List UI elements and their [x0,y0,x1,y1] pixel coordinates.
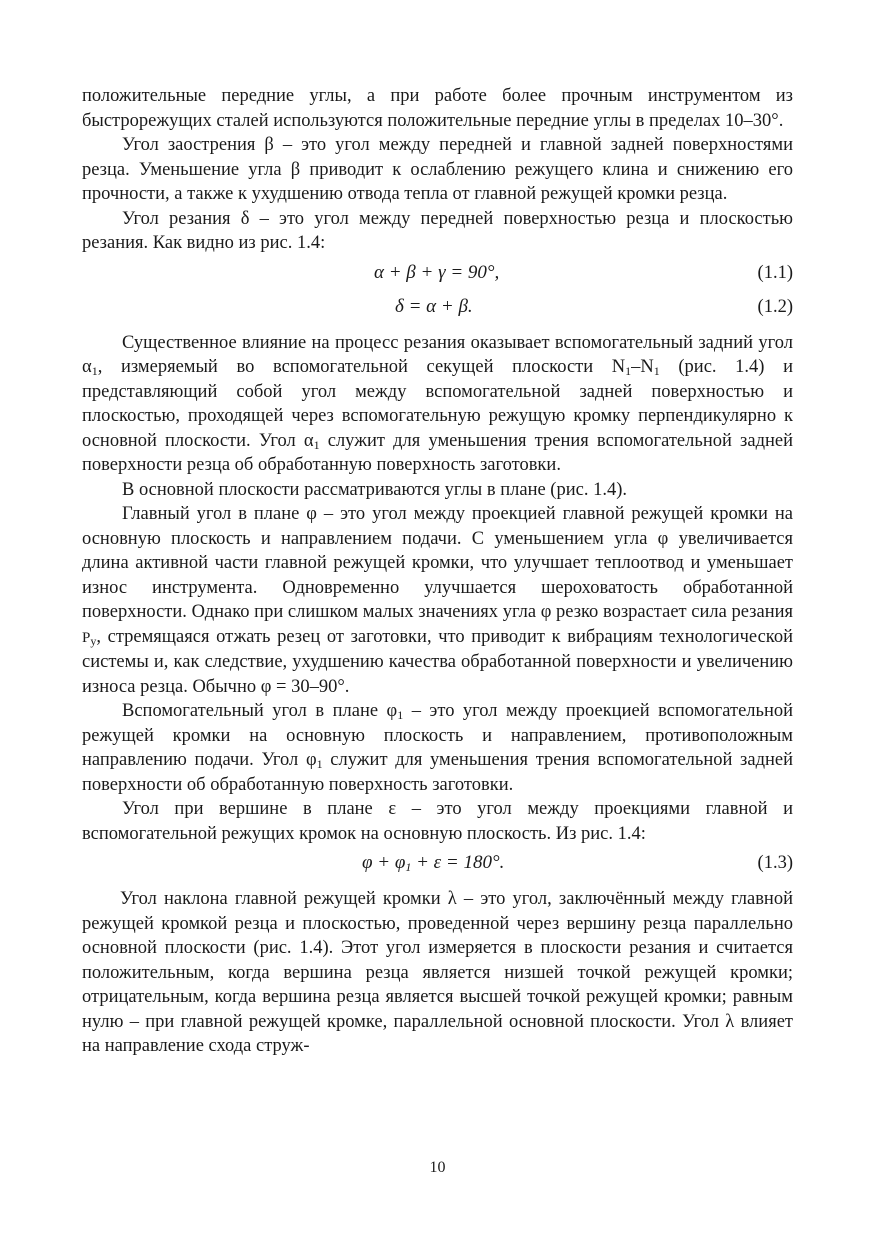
formula-1-3-number: (1.3) [757,853,793,873]
formula-1-2 [82,290,793,324]
subscript: 1 [653,364,660,378]
text-segment: служит для уменьшения трения вспомогательной задней поверхности резца об обработанную поверхность заготовки. [82,430,793,475]
paragraph-nose-angle: Угол при вершине в плане ε – это угол между проекциями главной и вспомогательной режущих кромок на основную плоскость. Из рис. 1.4: [82,799,793,844]
paragraph-plan-angles-intro: В основной плоскости рассматриваются углы в плане (рис. 1.4). [122,479,627,500]
formula-1-3 [82,846,793,880]
text-segment: Главный угол в плане φ – это угол между проекцией главной режущей кромки на основную плоскость и направлением подачи. С уменьшением угла φ увеличивается длина активной части главной режущей кромки, что улучшает теплоотвод и уменьшает износ инструмента. Одновременно улучшается шероховатость обработанной поверхности. Однако при слишком малых значениях угла φ резко возрастает сила резания [82,504,793,622]
paragraph-auxiliary-clearance-angle [82,331,793,478]
formula-1-1-expression: α + β + γ = 90°, [374,261,500,283]
text-segment: служит для уменьшения трения вспомогательной задней поверхности об обработанную поверхность заготовки. [82,750,793,795]
paragraph-wedge-angle: Угол заострения β – это угол между передней и главной задней поверхностями резца. Уменьшение угла β приводит к ослаблению режущего клина и снижению его прочности, а также к ухудшению отвода тепла от главной режущей кромки резца. [82,135,793,204]
text-segment: Вспомогательный угол в плане φ [122,701,398,721]
paragraph-cutting-angle: Угол резания δ – это угол между передней поверхностью резца и плоскостью резания. Как видно из рис. 1.4: [82,208,793,253]
subscript: 1 [625,364,632,378]
formula-1-2-number: (1.2) [757,296,793,317]
page-number: 10 [429,1159,446,1176]
cutting-force-symbol: $P_y$ [82,629,97,648]
text-segment: – это угол между проекцией вспомогательной режущей кромки на основную плоскость и направлением, противоположным направлению подачи. Угол φ [82,701,793,770]
text-segment: , стремящаяся отжать резец от заготовки, что приводит к вибрациям технологической системы и, как следствие, ухудшению качества обработанной поверхности и увеличению износа резца. Обычно φ = 30–90°. [82,626,793,697]
formula-1-1 [82,256,793,290]
subscript: 1 [91,364,98,378]
text-segment: (рис. 1.4) и представляющий собой угол между вспомогательной задней поверхностью и плоскостью, проходящей через вспомогательную режущую кромку перпендикулярно к основной плоскости. Угол α [82,357,793,451]
paragraph-inclination-angle: Угол наклона главной режущей кромки λ – это угол, заключённый между главной режущей кромкой резца и плоскостью, проведенной через вершину резца параллельно основной плоскости (рис. 1.4). Этот угол измеряется в плоскости резания и считается положительным, когда вершина резца является низшей точкой режущей кромки; отрицательным, когда вершина резца является высшей точкой режущей кромки; равным нулю – при главной режущей кромке, параллельной основной плоскости. Угол λ влияет на направление схода струж- [82,889,793,1056]
paragraph-rake-angles-continued: положительные передние углы, а при работе более прочным инструментом из быстрорежущих сталей используются положительные передние углы в пределах 10–30°. [82,86,793,131]
paragraph-auxiliary-plan-angle [82,699,793,797]
body-text [82,84,793,1059]
paragraph-main-plan-angle [82,502,793,699]
text-segment: –N [631,357,654,377]
text-segment: , измеряемый во вспомогательной секущей плоскости N [97,357,626,377]
formula-1-3-expression: $\varphi + \varphi_1 + \varepsilon = 180^\circ$. [362,852,505,874]
formula-1-2-expression: δ = α + β. [395,295,473,317]
subscript: 1 [397,708,404,722]
formula-1-1-number: (1.1) [757,262,793,283]
text-segment: Существенное влияние на процесс резания оказывает вспомогательный задний угол α [82,332,793,377]
subscript: 1 [313,437,320,452]
subscript: 1 [316,757,323,771]
